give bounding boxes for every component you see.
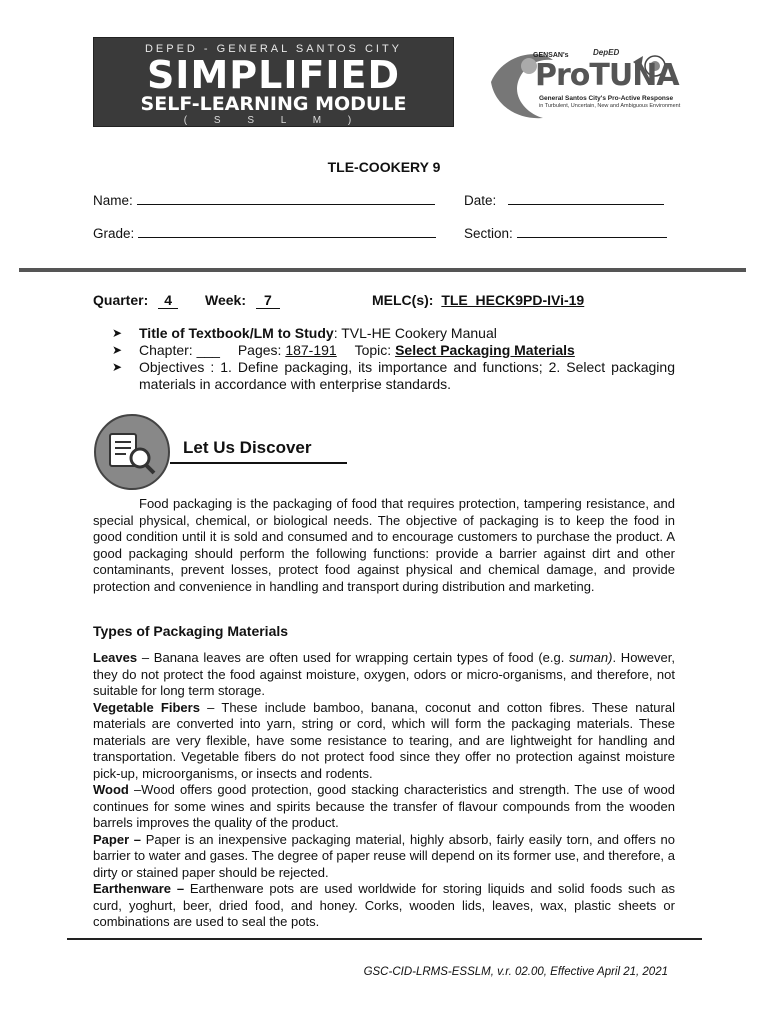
pages-value: 187-191 [285, 342, 337, 358]
topic-label: Topic: [354, 342, 392, 358]
material-vegetable-fibers [93, 700, 675, 783]
subject-title: TLE-COOKERY 9 [327, 159, 441, 175]
melc-label: MELC(s): [372, 292, 434, 308]
logo-tagline: General Santos City's Pro-Active Response [539, 95, 674, 102]
quarter-value: 4 [158, 292, 178, 309]
material-text: – These include bamboo, banana, coconut and cotton fibres. These natural materials are converted into yarn, string or cord, which will form the packaging materials. These materials are very flexible, have some resistance to tearing, and are lightweight for handling and transportation. Vegetable fibers do not protect food since they offer no protection against moisture pick-up, microorganisms, or insects and rodents. [93, 699, 675, 781]
grade-field[interactable] [93, 225, 436, 242]
objectives-item [112, 359, 675, 393]
arrow-bullet-icon: ➤ [112, 360, 123, 374]
protuna-logo [483, 44, 683, 128]
header-divider [19, 268, 746, 272]
sslm-banner [93, 37, 454, 127]
discover-icon [94, 414, 170, 490]
melc-value: TLE_HECK9PD-IVi-19 [441, 292, 585, 308]
material-earthenware [93, 881, 675, 931]
quarter-label: Quarter: [93, 292, 149, 308]
material-text: Earthenware pots are used worldwide for storing liquids and solid foods such as curd, yoghurt, beer, dried food, and honey. Corks, wooden lids, leaves, wax, plastic sheets or combinations are used to seal the pots. [93, 881, 675, 929]
section-blank[interactable] [517, 225, 667, 238]
date-blank[interactable] [508, 192, 664, 205]
grade-blank[interactable] [138, 225, 436, 238]
banner-simplified: SIMPLIFIED [146, 53, 401, 97]
textbook-value: : TVL-HE Cookery Manual [333, 325, 497, 341]
material-paper [93, 832, 675, 882]
section-label: Section: [464, 226, 513, 241]
section-field[interactable] [464, 225, 667, 242]
chapter-item [112, 342, 675, 359]
date-field[interactable] [464, 192, 664, 209]
footer-code: GSC-CID-LRMS-ESSLM, v.r. 02.00, Effective April 21, 2021 [363, 966, 668, 978]
material-term: Vegetable Fibers [93, 699, 200, 715]
name-label: Name: [93, 193, 133, 208]
material-text: –Wood offers good protection, good stacking characteristics and strength. The use of wood continues for some wines and spirits because the transfer of flavour compounds from the wooden barrels improves the quality of the product. [93, 782, 675, 830]
week-label: Week: [205, 292, 246, 308]
material-term: Wood [93, 782, 129, 797]
date-label: Date: [464, 193, 497, 208]
logo-subtagline: in Turbulent, Uncertain, New and Ambiguous Environment [539, 103, 681, 109]
types-heading: Types of Packaging Materials [93, 623, 289, 639]
material-text-rest: . However, they do not protect the food against moisture, oxygen, odors or micro-organisms, and therefore, not suitable for long term storage. [93, 650, 675, 698]
chapter-label: Chapter: ___ [139, 342, 220, 358]
week-info [205, 292, 280, 309]
material-wood [93, 782, 675, 832]
material-text: Paper is an inexpensive packaging material, highly absorb, fairly easily torn, and offers no barrier to water and gases. The degree of paper reuse will depend on its former use, and therefore, a dirty or stained paper should be rejected. [93, 831, 676, 880]
grade-label: Grade: [93, 226, 135, 241]
logo-gensan: GENSAN's [533, 52, 569, 59]
footer-divider [67, 938, 702, 940]
logo-protuna: ProTUNA [535, 58, 679, 93]
material-term: Earthenware – [93, 881, 185, 896]
week-value: 7 [256, 292, 280, 309]
name-field[interactable] [93, 192, 435, 209]
material-text: – Banana leaves are often used for wrapping certain types of food (e.g. [137, 650, 570, 665]
textbook-item [112, 325, 675, 342]
textbook-label: Title of Textbook/LM to Study [139, 325, 334, 341]
name-blank[interactable] [137, 192, 435, 205]
banner-sslm: ( S S L M ) [183, 115, 364, 126]
topic-value: Select Packaging Materials [395, 342, 575, 358]
discover-heading: Let Us Discover [183, 438, 312, 457]
material-leaves [93, 650, 675, 700]
banner-module: SELF-LEARNING MODULE [140, 93, 407, 115]
arrow-bullet-icon: ➤ [112, 326, 123, 340]
material-term: Paper – [93, 831, 142, 847]
objectives-text: Objectives : 1. Define packaging, its importance and functions; 2. Select packaging materials in accordance with enterprise standards. [139, 359, 675, 392]
study-bullets [112, 325, 675, 393]
pages-label: Pages: [237, 342, 282, 358]
material-italic: suman) [569, 650, 613, 665]
arrow-bullet-icon: ➤ [112, 343, 123, 357]
quarter-info [93, 292, 178, 309]
melc-info [372, 292, 584, 308]
material-term: Leaves [93, 650, 138, 665]
materials-list [93, 650, 675, 931]
logo-deped: DepED [593, 48, 620, 57]
banner-deped: DEPED - GENERAL SANTOS CITY [144, 43, 403, 55]
discover-underline [170, 462, 347, 464]
intro-paragraph: Food packaging is the packaging of food that requires protection, tampering resistance, and special physical, chemical, or biological needs. The objective of packaging is to keep the food in good condition until it is sold and consumed and to encourage customers to purchase the product. A good packaging should perform the following functions: provide a barrier against dirt and other contaminants, prevent losses, protect food against physical and chemical damage, and provide protection and convenience in handling and transport during distribution and marketing. [93, 496, 675, 594]
